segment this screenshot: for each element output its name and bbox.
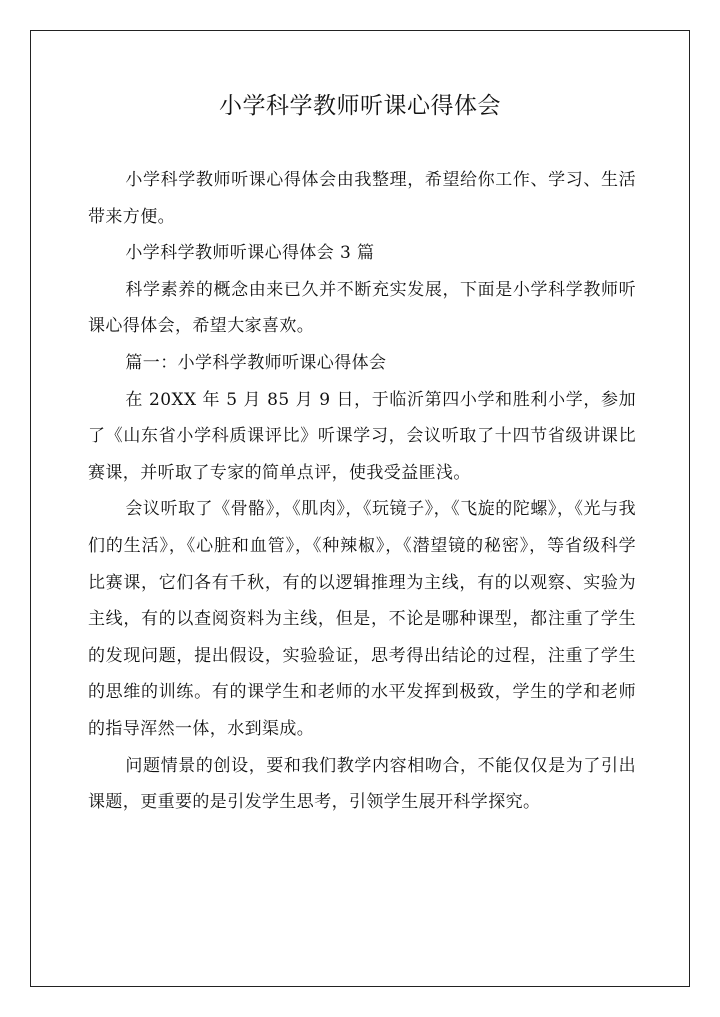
section-heading: 篇一：小学科学教师听课心得体会 (125, 352, 387, 373)
summary-paragraph: 科学素养的概念由来已久并不断充实发展，下面是小学科学教师听课心得体会，希望大家喜欢。 (88, 279, 636, 337)
body-paragraph: 问题情景的创设，要和我们教学内容相吻合，不能仅仅是为了引出课题，更重要的是引发学生思考，引领学生展开科学探究。 (88, 755, 636, 813)
body-paragraph: 会议听取了《骨骼》，《肌肉》，《玩镜子》，《飞旋的陀螺》，《光与我们的生活》，《心脏和血管》，《种辣椒》，《潜望镜的秘密》，等省级科学比赛课，它们各有千秋，有的以逻辑推理为主线，有的以观察、实验为主线，有的以查阅资料为主线，但是，不论是哪种课型，都注重了学生的发现问题，提出假设，实验验证，思考得出结论的过程，注重了学生的思维的训练。有的课学生和老师的水平发挥到极致，学生的学和老师的指导浑然一体，水到渠成。 (88, 499, 636, 739)
body-paragraph: 在 20XX 年 5 月 85 月 9 日，于临沂第四小学和胜利小学，参加了《山东省小学科质课评比》听课学习，会议听取了十四节省级讲课比赛课，并听取了专家的简单点评，使我受益匪浅。 (88, 389, 636, 483)
collection-heading: 小学科学教师听课心得体会 3 篇 (125, 243, 375, 264)
document-title: 小学科学教师听课心得体会 (219, 93, 501, 119)
intro-paragraph: 小学科学教师听课心得体会由我整理，希望给你工作、学习、生活带来方便。 (88, 170, 636, 227)
document-body (88, 162, 636, 821)
